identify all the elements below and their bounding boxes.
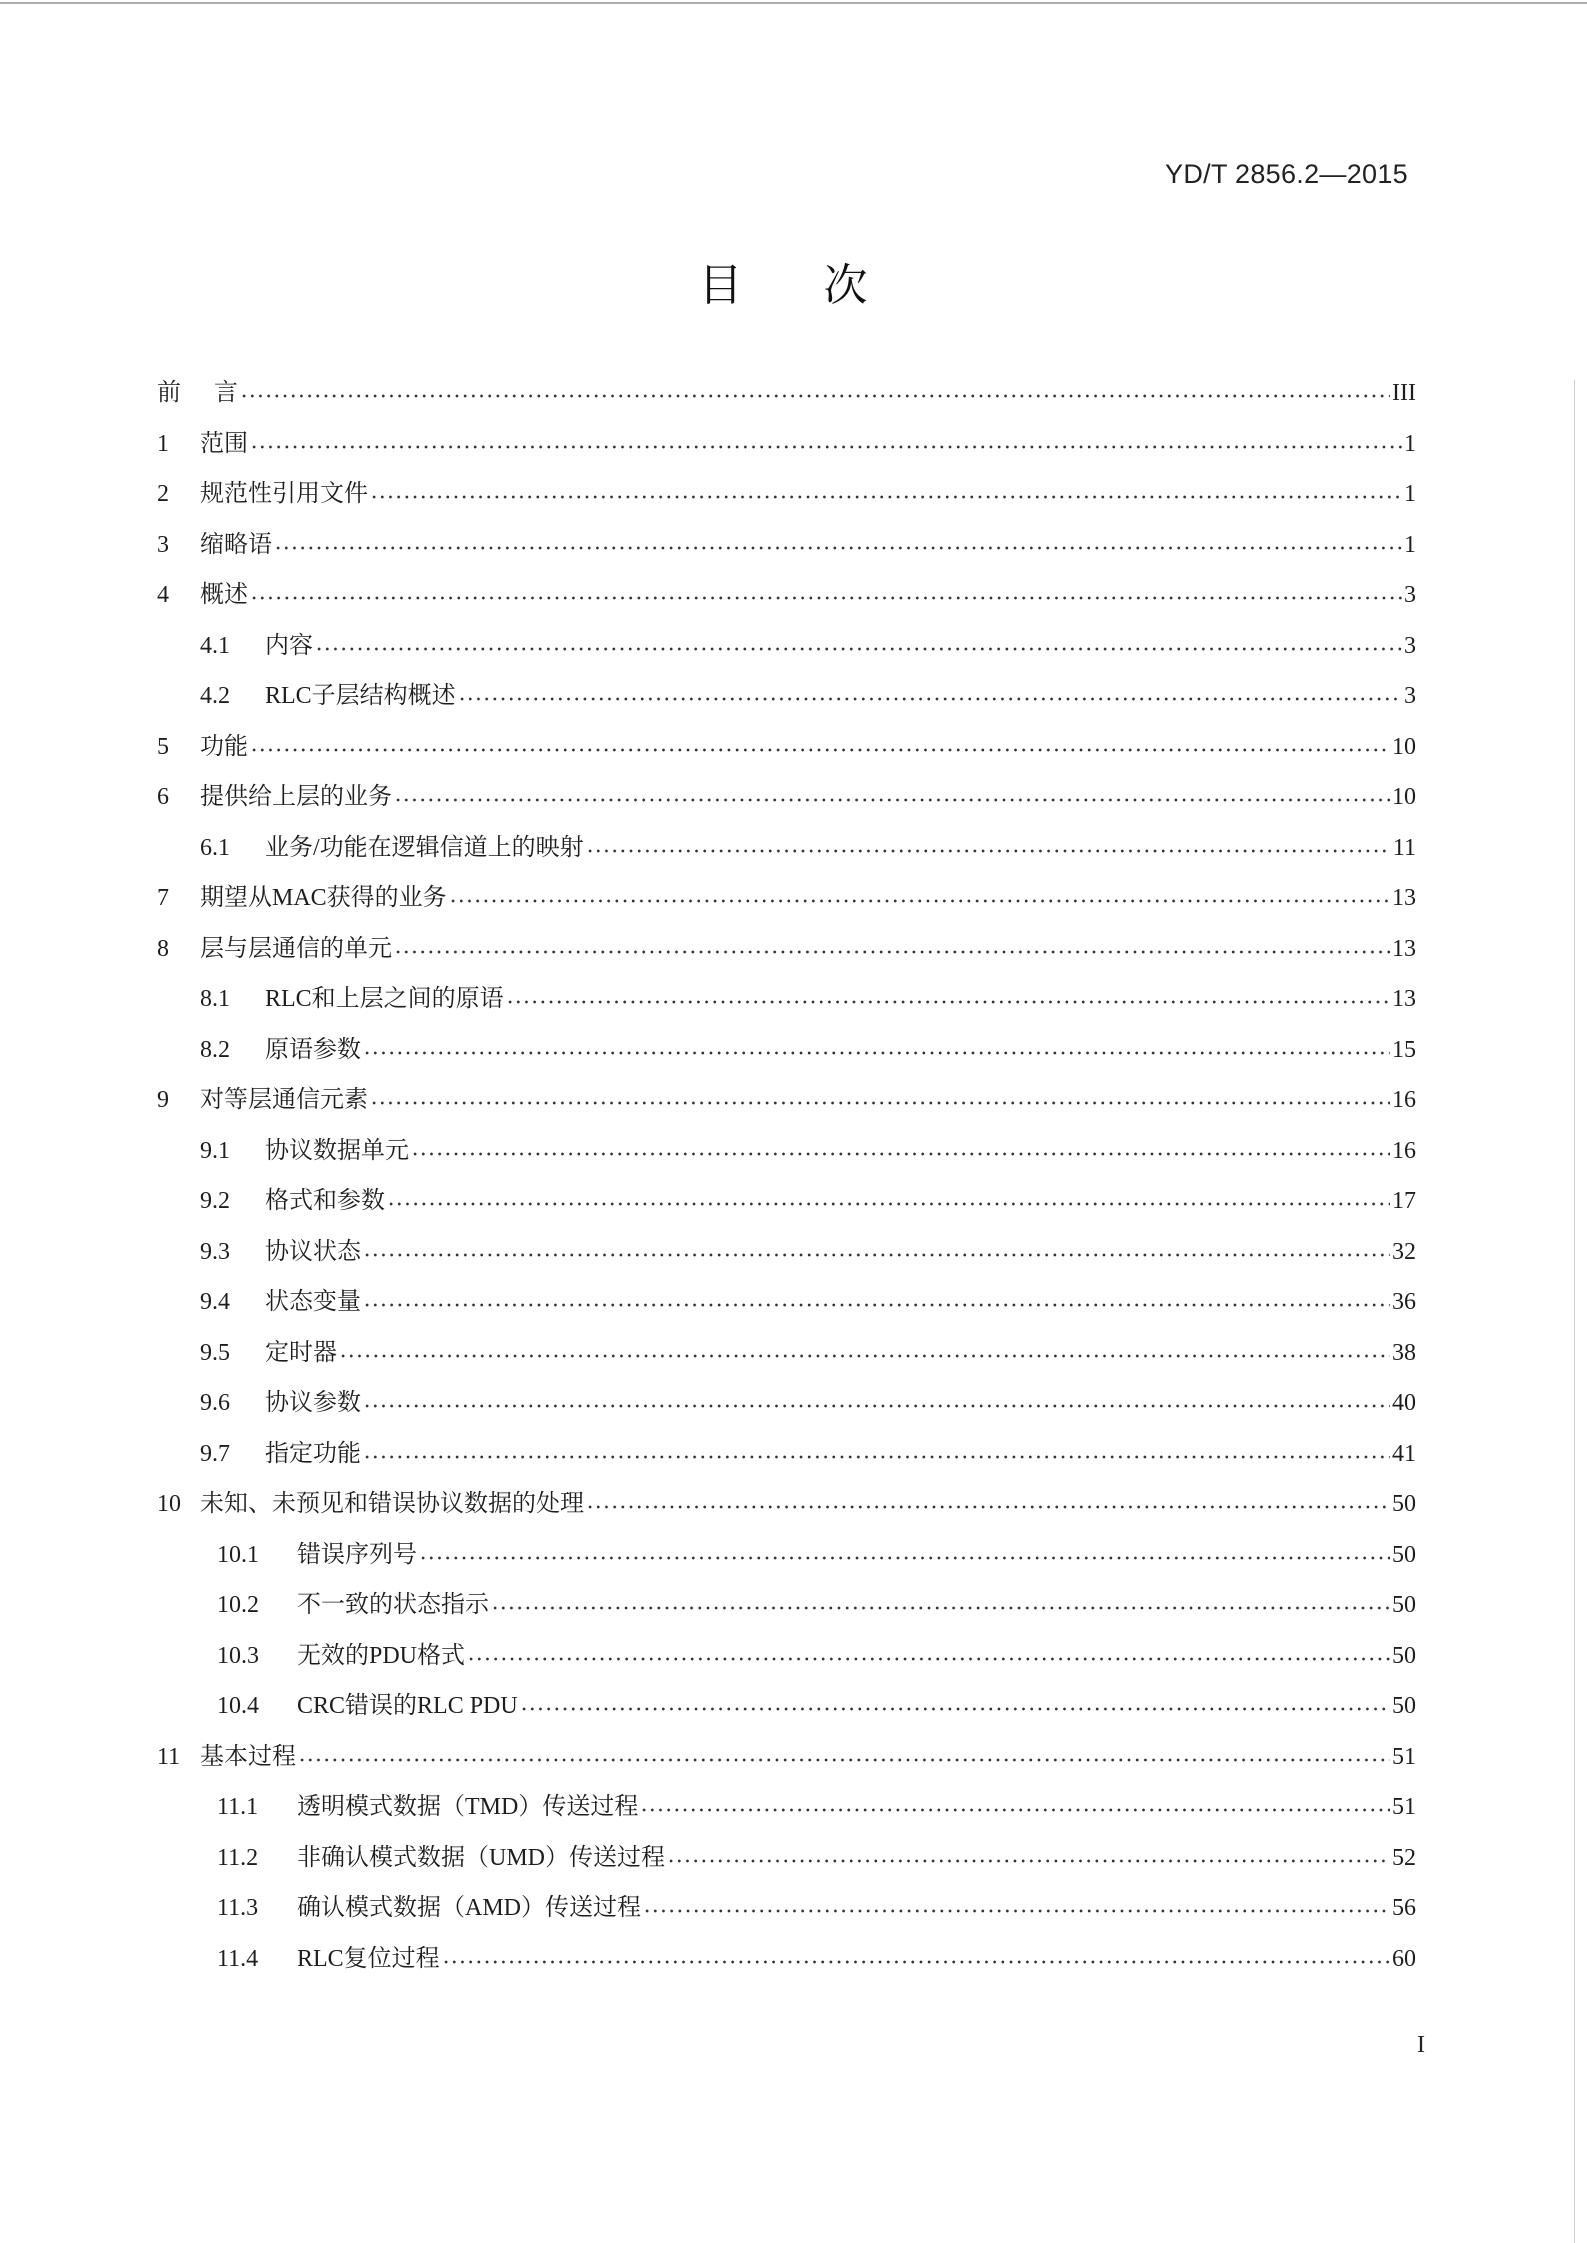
dot-leader [240,391,1390,401]
toc-entry-title: 基本过程 [200,1743,296,1770]
dot-leader [250,593,1402,603]
toc-entry [157,671,1416,722]
dot-leader [370,1098,1390,1108]
toc-entry [157,924,1416,975]
toc-entry-number: 4 [157,582,169,609]
toc-entry [157,621,1416,672]
toc-entry-page: 50 [1392,1541,1416,1568]
toc-entry-title: 概述 [200,582,248,609]
toc-entry [157,1883,1416,1934]
toc-entry [157,974,1416,1025]
toc-entry-number: 9.4 [200,1289,230,1316]
dot-leader [363,1250,1390,1260]
toc-entry-page: 50 [1392,1491,1416,1518]
toc-entry-page: 56 [1392,1895,1416,1922]
dot-leader [250,745,1390,755]
toc-entry [157,1631,1416,1682]
toc-entry-title: RLC子层结构概述 [265,683,456,710]
toc-entry-page: 32 [1392,1238,1416,1265]
toc-entry-page: 11 [1392,834,1416,861]
toc-entry-page: 40 [1392,1390,1416,1417]
toc-entry-title: 透明模式数据（TMD）传送过程 [297,1794,639,1821]
dot-leader [520,1704,1390,1714]
toc-entry-title: 期望从MAC获得的业务 [200,885,447,912]
toc-entry-page: 3 [1404,632,1416,659]
scan-edge-right [1574,380,1575,2243]
dot-leader [298,1755,1390,1765]
dot-leader [586,846,1391,856]
toc-entry-number: 5 [157,733,169,760]
dot-leader [640,1805,1390,1815]
toc-entry-number: 8.1 [200,986,230,1013]
toc-entry-number: 4.2 [200,683,230,710]
toc-entry-title: 范围 [200,430,248,457]
toc-entry-title: 原语参数 [265,1036,361,1063]
toc-entry-page: 3 [1404,582,1416,609]
dot-leader [442,1957,1390,1967]
toc-entry-page: 1 [1404,430,1416,457]
toc-entry-title: RLC复位过程 [297,1945,440,1972]
toc-entry-title: 协议参数 [265,1390,361,1417]
toc-entry-page: III [1392,380,1416,407]
toc-entry-number: 9.6 [200,1390,230,1417]
toc-entry-page: 51 [1392,1794,1416,1821]
toc-entry-title: 状态变量 [265,1289,361,1316]
page-title: 目 次 [698,261,868,310]
toc-entry [157,1833,1416,1884]
toc-entry-title: 定时器 [265,1339,337,1366]
toc-entry-title: 规范性引用文件 [200,481,368,508]
toc-entry-page: 50 [1392,1693,1416,1720]
toc-entry-page: 16 [1392,1087,1416,1114]
toc-entry-page: 41 [1392,1440,1416,1467]
toc-entry [157,1328,1416,1379]
toc-entry-number: 1 [157,430,169,457]
toc-entry-number: 9.3 [200,1238,230,1265]
toc-entry-page: 1 [1404,481,1416,508]
toc-entry [157,772,1416,823]
toc-entry [157,1126,1416,1177]
toc-entry-title: 错误序列号 [297,1541,417,1568]
toc-entry-title: 内容 [265,632,313,659]
toc-entry [157,1075,1416,1126]
toc-entry-number: 10.2 [217,1592,259,1619]
toc-entry-title: 缩略语 [200,531,272,558]
toc-entry-page: 13 [1392,935,1416,962]
toc-entry [157,1732,1416,1783]
toc-entry-number: 9.2 [200,1188,230,1215]
toc-entry [157,1782,1416,1833]
toc-entry-number: 9.7 [200,1440,230,1467]
toc-entry-number: 10.4 [217,1693,259,1720]
toc-entry-page: 10 [1392,784,1416,811]
toc-entry [157,570,1416,621]
toc-entry [157,1479,1416,1530]
dot-leader [411,1149,1390,1159]
toc-entry-number: 8.2 [200,1036,230,1063]
toc-entry [157,520,1416,571]
dot-leader [387,1199,1390,1209]
dot-leader [394,795,1390,805]
toc-entry-number: 10.1 [217,1541,259,1568]
toc-entry-page: 13 [1392,986,1416,1013]
toc-entry [157,1227,1416,1278]
toc-entry-title: 层与层通信的单元 [200,935,392,962]
toc-entry-title: 无效的PDU格式 [297,1642,466,1669]
page-number: I [1417,2032,1425,2058]
toc-entry-number: 7 [157,885,169,912]
dot-leader [419,1553,1390,1563]
toc-entry-title: CRC错误的RLC PDU [297,1693,518,1720]
dot-leader [643,1906,1390,1916]
dot-leader [467,1654,1390,1664]
standard-code: YD/T 2856.2—2015 [1165,159,1408,189]
toc-entry [157,873,1416,924]
toc-entry [157,1429,1416,1480]
toc-entry [157,1277,1416,1328]
toc-entry-title: 前 言 [157,380,238,407]
dot-leader [250,442,1402,452]
toc-entry-page: 52 [1392,1844,1416,1871]
toc-entry-page: 51 [1392,1743,1416,1770]
toc-entry [157,1580,1416,1631]
toc-entry [157,368,1416,419]
toc-entry-number: 4.1 [200,632,230,659]
toc-entry-number: 11.4 [217,1945,259,1972]
toc-entry-title: 协议状态 [265,1238,361,1265]
dot-leader [394,947,1390,957]
dot-leader [458,694,1402,704]
toc-entry-number: 11 [157,1743,181,1770]
toc-entry-title: 协议数据单元 [265,1137,409,1164]
toc-entry [157,1530,1416,1581]
toc-entry-number: 8 [157,935,169,962]
toc-entry-title: 格式和参数 [265,1188,385,1215]
dot-leader [506,997,1390,1007]
dot-leader [315,644,1402,654]
toc-entry-page: 3 [1404,683,1416,710]
toc-entry-number: 11.3 [217,1895,259,1922]
toc-entry-number: 10 [157,1491,181,1518]
toc-entry-title: 功能 [200,733,248,760]
dot-leader [449,896,1390,906]
toc-entry-number: 6.1 [200,834,230,861]
toc-entry-page: 50 [1392,1642,1416,1669]
toc-entry-page: 16 [1392,1137,1416,1164]
toc-entry [157,469,1416,520]
toc-entry [157,1681,1416,1732]
scan-edge-top [0,2,1587,4]
toc-entry-title: 未知、未预见和错误协议数据的处理 [200,1491,584,1518]
toc-entry-page: 36 [1392,1289,1416,1316]
table-of-contents [157,368,1416,1984]
toc-entry-page: 13 [1392,885,1416,912]
toc-entry [157,1025,1416,1076]
toc-entry-number: 11.2 [217,1844,259,1871]
toc-entry-number: 2 [157,481,169,508]
toc-entry-number: 9.5 [200,1339,230,1366]
toc-entry-number: 10.3 [217,1642,259,1669]
dot-leader [586,1502,1390,1512]
toc-entry [157,1378,1416,1429]
toc-entry-title: 确认模式数据（AMD）传送过程 [297,1895,642,1922]
toc-entry-page: 60 [1392,1945,1416,1972]
dot-leader [667,1856,1390,1866]
dot-leader [363,1048,1390,1058]
toc-entry-page: 50 [1392,1592,1416,1619]
toc-entry-page: 38 [1392,1339,1416,1366]
toc-entry-title: 对等层通信元素 [200,1087,368,1114]
toc-entry-number: 9.1 [200,1137,230,1164]
toc-entry-page: 17 [1392,1188,1416,1215]
dot-leader [363,1401,1390,1411]
toc-entry-number: 3 [157,531,169,558]
toc-entry-title: 指定功能 [265,1440,361,1467]
toc-entry [157,722,1416,773]
dot-leader [370,492,1402,502]
dot-leader [363,1300,1390,1310]
toc-entry [157,1176,1416,1227]
toc-entry-title: 非确认模式数据（UMD）传送过程 [297,1844,666,1871]
toc-entry-number: 9 [157,1087,169,1114]
toc-entry-page: 1 [1404,531,1416,558]
toc-entry-title: 提供给上层的业务 [200,784,392,811]
toc-entry [157,823,1416,874]
toc-entry-number: 11.1 [217,1794,259,1821]
dot-leader [274,543,1402,553]
dot-leader [491,1603,1390,1613]
toc-entry-title: RLC和上层之间的原语 [265,986,504,1013]
toc-entry-title: 业务/功能在逻辑信道上的映射 [265,834,584,861]
toc-entry [157,419,1416,470]
toc-entry-page: 10 [1392,733,1416,760]
dot-leader [339,1351,1390,1361]
toc-entry [157,1934,1416,1985]
toc-entry-number: 6 [157,784,169,811]
dot-leader [363,1452,1390,1462]
toc-entry-title: 不一致的状态指示 [297,1592,489,1619]
toc-entry-page: 15 [1392,1036,1416,1063]
